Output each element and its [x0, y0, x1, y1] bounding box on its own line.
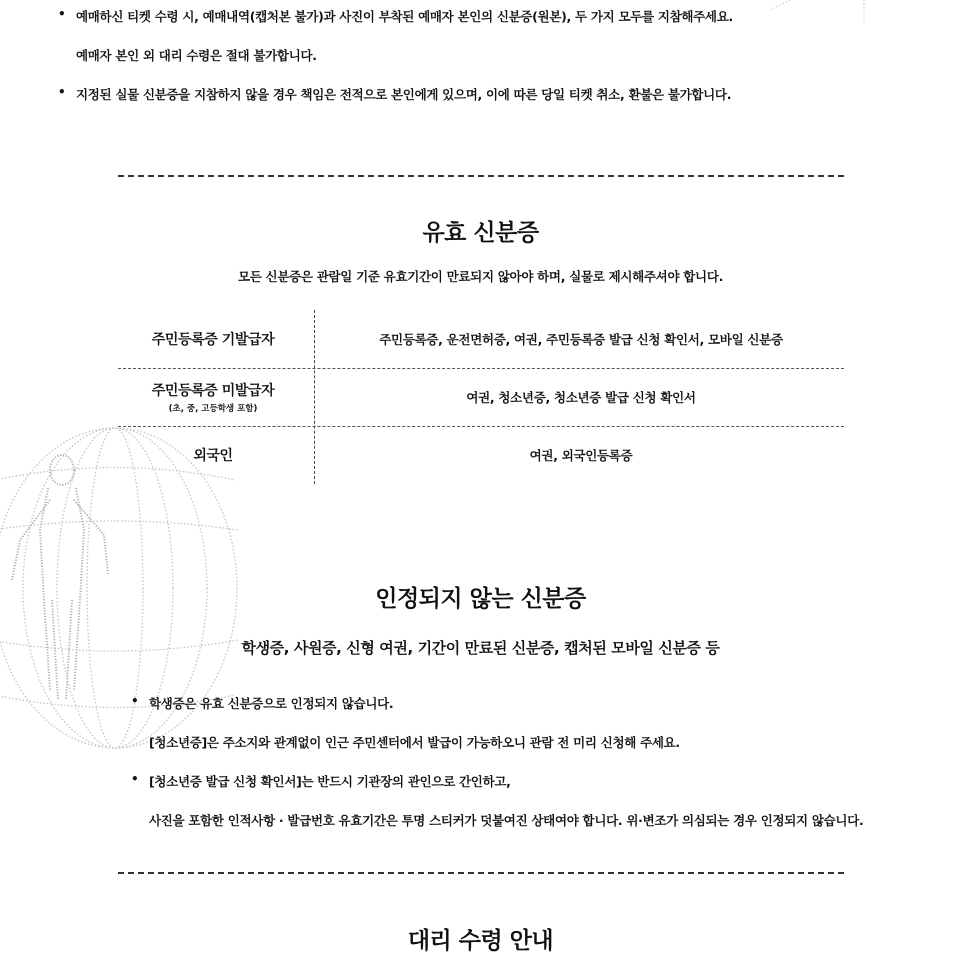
- table-row: [118, 426, 844, 484]
- unrecognized-bullet-1: 학생증은 유효 신분증으로 인정되지 않습니다.: [149, 696, 394, 711]
- unrecognized-bullet-2-continuation: 사진을 포함한 인적사항 · 발급번호 유효기간은 투명 스티커가 덧붙여진 상태여야 합니다. 위·변조가 의심되는 경우 인정되지 않습니다.: [149, 813, 864, 828]
- unrecognized-id-title: 인정되지 않는 신분증: [375, 586, 586, 612]
- table-category-cell: [118, 368, 308, 426]
- section-divider: [118, 175, 844, 177]
- table-row: [118, 310, 844, 368]
- unrecognized-bullet-2: [청소년증 발급 신청 확인서]는 반드시 기관장의 관인으로 간인하고,: [149, 774, 511, 789]
- table-category-cell: [118, 310, 308, 368]
- notice-bullet-1: 예매하신 티켓 수령 시, 예매내역(캡처본 불가)과 사진이 부착된 예매자 본인의 신분증(원본), 두 가지 모두를 지참해주세요.: [76, 9, 733, 24]
- notice-bullet-1-continuation: 예매자 본인 외 대리 수령은 절대 불가합니다.: [76, 48, 317, 63]
- valid-id-title: 유효 신분증: [422, 220, 539, 246]
- proxy-title: 대리 수령 안내: [407, 928, 554, 954]
- category-label: 외국인: [193, 448, 233, 464]
- table-row: [118, 368, 844, 426]
- category-label: 주민등록증 기발급자: [151, 332, 275, 348]
- section-divider: [118, 872, 844, 874]
- bullet-dot: •: [58, 7, 66, 21]
- valid-id-table: [118, 310, 844, 484]
- bullet-dot: •: [131, 772, 139, 786]
- category-label: 주민등록증 미발급자: [151, 383, 275, 399]
- valid-id-subtitle: 모든 신분증은 관람일 기준 유효기간이 만료되지 않아야 하며, 실물로 제시해주셔야 합니다.: [237, 269, 724, 284]
- category-note: (초, 중, 고등학생 포함): [168, 404, 258, 414]
- table-documents-cell: 여권, 외국인등록증: [529, 448, 633, 463]
- bullet-dot: •: [58, 85, 66, 99]
- bullet-dot: •: [131, 694, 139, 708]
- notice-bullet-2: 지정된 실물 신분증을 지참하지 않을 경우 책임은 전적으로 본인에게 있으며, 이에 따른 당일 티켓 취소, 환불은 불가합니다.: [76, 87, 732, 102]
- table-documents-cell: 주민등록증, 운전면허증, 여권, 주민등록증 발급 신청 확인서, 모바일 신분증: [379, 332, 783, 347]
- unrecognized-id-list: 학생증, 사원증, 신형 여권, 기간이 만료된 신분증, 캡처된 모바일 신분증 등: [241, 639, 720, 657]
- unrecognized-bullet-1-continuation: [청소년증]은 주소지와 관계없이 인근 주민센터에서 발급이 가능하오니 관람 전 미리 신청해 주세요.: [149, 735, 680, 750]
- table-category-cell: [118, 426, 308, 484]
- table-documents-cell: 여권, 청소년증, 청소년증 발급 신청 확인서: [466, 390, 696, 405]
